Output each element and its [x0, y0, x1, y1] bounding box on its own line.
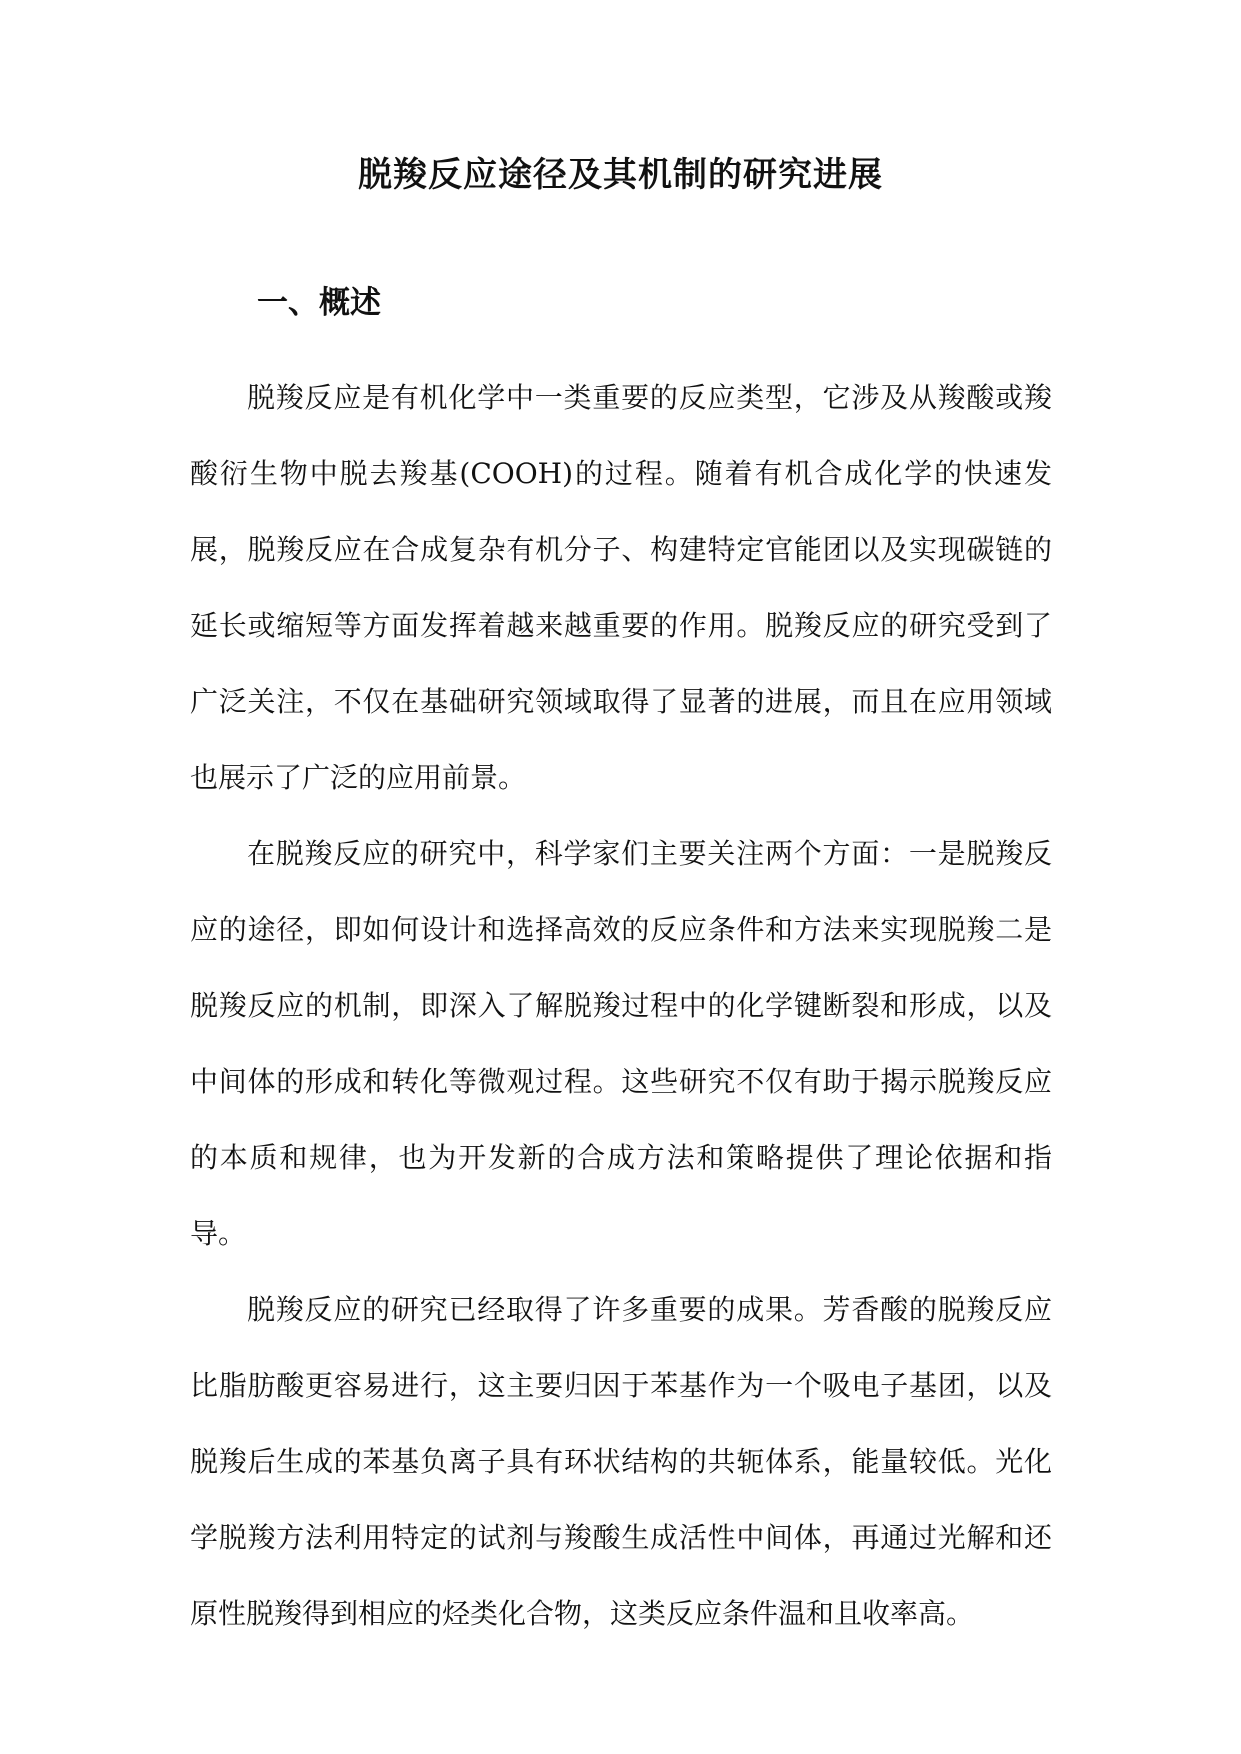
section-body — [190, 360, 1052, 1652]
paragraph-3: 脱羧反应的研究已经取得了许多重要的成果。芳香酸的脱羧反应比脂肪酸更容易进行，这主要归因于苯基作为一个吸电子基团，以及脱羧后生成的苯基负离子具有环状结构的共轭体系，能量较低。光化学脱羧方法利用特定的试剂与羧酸生成活性中间体，再通过光解和还原性脱羧得到相应的烃类化合物，这类反应条件温和且收率高。 — [190, 1293, 1052, 1630]
paragraph-1: 脱羧反应是有机化学中一类重要的反应类型，它涉及从羧酸或羧酸衍生物中脱去羧基(COOH)的过程。随着有机合成化学的快速发展，脱羧反应在合成复杂有机分子、构建特定官能团以及实现碳链的延长或缩短等方面发挥着越来越重要的作用。脱羧反应的研究受到了广泛关注，不仅在基础研究领域取得了显著的进展，而且在应用领域也展示了广泛的应用前景。 — [190, 381, 1052, 794]
paragraph-2: 在脱羧反应的研究中，科学家们主要关注两个方面：一是脱羧反应的途径，即如何设计和选择高效的反应条件和方法来实现脱羧二是脱羧反应的机制，即深入了解脱羧过程中的化学键断裂和形成，以及中间体的形成和转化等微观过程。这些研究不仅有助于揭示脱羧反应的本质和规律，也为开发新的合成方法和策略提供了理论依据和指导。 — [190, 837, 1052, 1250]
document-title: 脱羧反应途径及其机制的研究进展 — [358, 155, 883, 195]
section-heading: 一、概述 — [257, 285, 381, 321]
